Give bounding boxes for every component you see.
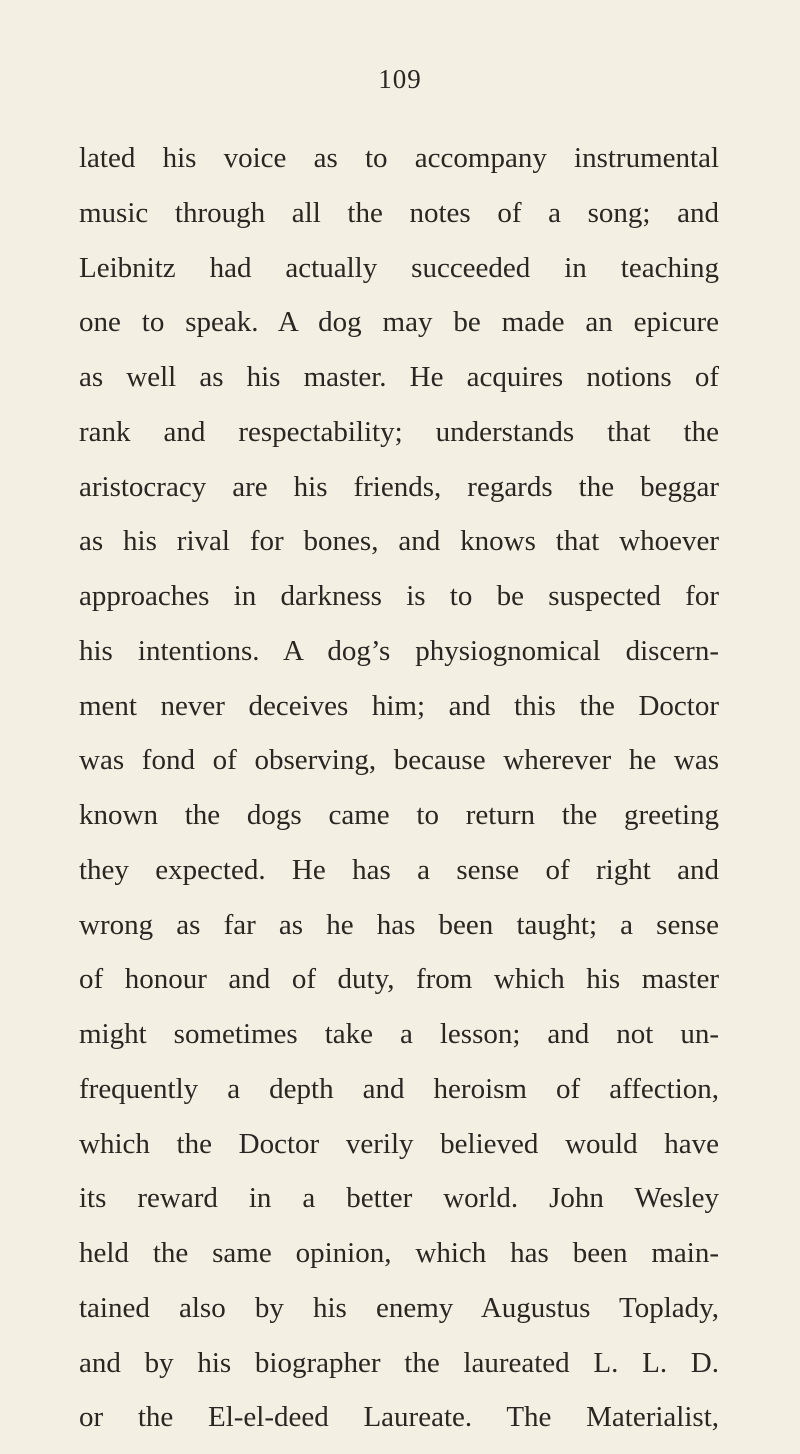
text-line: or the El-el-deed Laureate. The Materialist, — [79, 1401, 719, 1434]
page-number: 109 — [378, 64, 422, 94]
text-line: lated his voice as to accompany instrumental — [79, 142, 719, 174]
text-line: its reward in a better world. John Wesley — [79, 1182, 719, 1215]
text-line: held the same opinion, which has been main- — [79, 1237, 719, 1269]
text-line: of honour and of duty, from which his master — [79, 963, 719, 996]
text-line: as his rival for bones, and knows that whoever — [79, 525, 719, 558]
text-line: might sometimes take a lesson; and not un- — [79, 1018, 719, 1050]
text-line: as well as his master. He acquires notions of — [79, 361, 719, 393]
text-line: they expected. He has a sense of right and — [79, 853, 719, 886]
body-text — [79, 131, 719, 1445]
text-line: Leibnitz had actually succeeded in teaching — [79, 251, 719, 284]
text-line: ment never deceives him; and this the Doctor — [79, 689, 719, 722]
text-line: aristocracy are his friends, regards the beggar — [79, 470, 719, 503]
text-line: known the dogs came to return the greeting — [79, 799, 719, 831]
text-line: one to speak. A dog may be made an epicure — [79, 306, 719, 339]
text-line: tained also by his enemy Augustus Toplady, — [79, 1291, 719, 1324]
text-line: which the Doctor verily believed would have — [79, 1127, 719, 1160]
text-line: rank and respectability; understands that the — [79, 415, 719, 448]
text-line: his intentions. A dog’s physiognomical discern- — [79, 634, 719, 667]
text-line: approaches in darkness is to be suspected for — [79, 580, 719, 612]
text-line: music through all the notes of a song; and — [79, 196, 719, 229]
text-line: wrong as far as he has been taught; a sense — [79, 908, 719, 941]
text-line: was fond of observing, because wherever he was — [79, 744, 719, 777]
text-line: and by his biographer the laureated L. L. D. — [79, 1346, 719, 1379]
text-line: frequently a depth and heroism of affection, — [79, 1072, 719, 1105]
